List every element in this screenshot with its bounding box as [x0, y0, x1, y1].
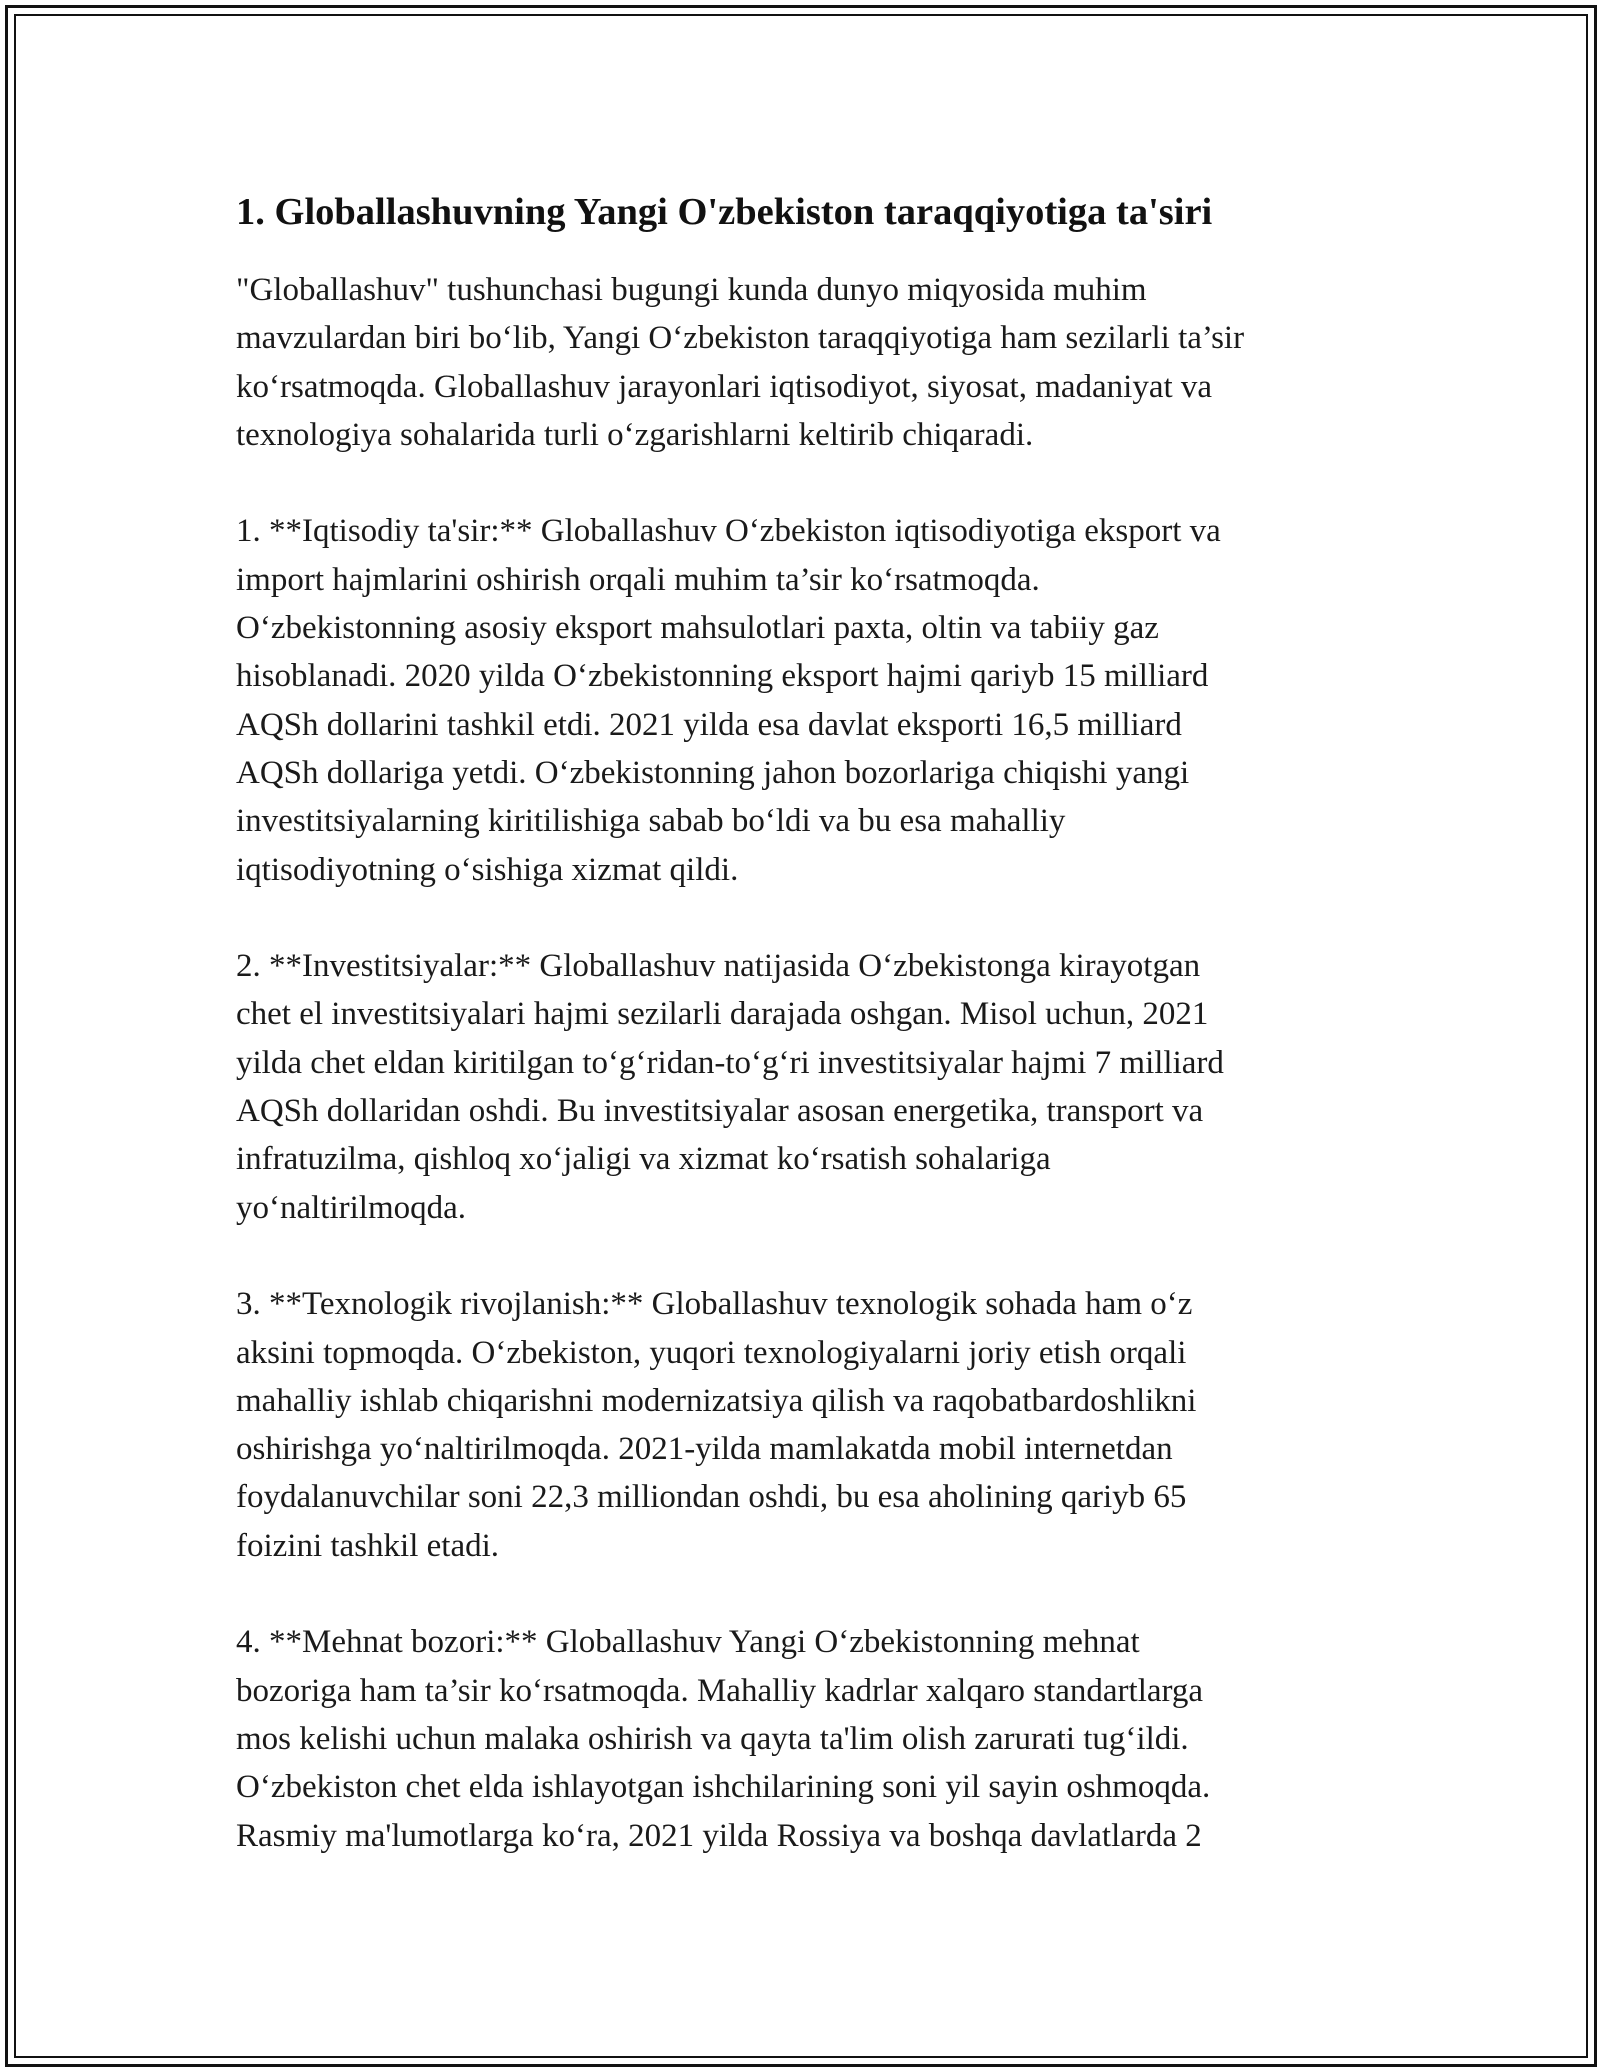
document-body [236, 185, 1376, 1860]
paragraph [236, 942, 1376, 1232]
paragraph-line: aksini topmoqda. O‘zbekiston, yuqori texnologiyalarni joriy etish orqali [236, 1334, 1187, 1371]
paragraph-line: O‘zbekiston chet elda ishlayotgan ishchilarining soni yil sayin oshmoqda. [236, 1769, 1211, 1806]
paragraph-line: infratuzilma, qishloq xo‘jaligi va xizmat ko‘rsatish sohalariga [236, 1141, 1051, 1178]
paragraph [236, 266, 1376, 459]
paragraph-line: 1. **Iqtisodiy ta'sir:** Globallashuv O‘zbekiston iqtisodiyotiga eksport va [236, 513, 1221, 550]
paragraph-line: mahalliy ishlab chiqarishni modernizatsiya qilish va raqobatbardoshlikni [236, 1382, 1197, 1419]
paragraph-spacer [236, 459, 1376, 507]
paragraph-line: import hajmlarini oshirish orqali muhim ta’sir ko‘rsatmoqda. [236, 561, 1040, 598]
paragraph-line: foizini tashkil etadi. [236, 1527, 500, 1564]
paragraph-line: oshirishga yo‘naltirilmoqda. 2021-yilda mamlakatda mobil internetdan [236, 1431, 1173, 1468]
paragraph-line: AQSh dollariga yetdi. O‘zbekistonning jahon bozorlariga chiqishi yangi [236, 754, 1190, 791]
paragraph-line: investitsiyalarning kiritilishiga sabab bo‘ldi va bu esa mahalliy [236, 803, 1066, 840]
paragraph-line: 2. **Investitsiyalar:** Globallashuv natijasida O‘zbekistonga kirayotgan [236, 948, 1201, 985]
paragraph-spacer [236, 894, 1376, 942]
paragraph-spacer [236, 1232, 1376, 1280]
paragraph-line: "Globallashuv" tushunchasi bugungi kunda dunyo miqyosida muhim [236, 272, 1147, 308]
paragraph-line: iqtisodiyotning o‘sishiga xizmat qildi. [236, 851, 739, 888]
paragraph-line: ko‘rsatmoqda. Globallashuv jarayonlari iqtisodiyot, siyosat, madaniyat va [236, 368, 1213, 405]
paragraph-line: hisoblanadi. 2020 yilda O‘zbekistonning eksport hajmi qariyb 15 milliard [236, 658, 1209, 695]
paragraph-line: O‘zbekistonning asosiy eksport mahsulotlari paxta, oltin va tabiiy gaz [236, 610, 1159, 647]
paragraph-line: 3. **Texnologik rivojlanish:** Globallashuv texnologik sohada ham o‘z [236, 1286, 1193, 1323]
paragraph-line: Rasmiy ma'lumotlarga ko‘ra, 2021 yilda Rossiya va boshqa davlatlarda 2 [236, 1817, 1202, 1854]
paragraph-line: mavzulardan biri bo‘lib, Yangi O‘zbekiston taraqqiyotiga ham sezilarli ta’sir [236, 320, 1245, 357]
paragraph [236, 507, 1376, 893]
paragraph-line: 4. **Mehnat bozori:** Globallashuv Yangi O‘zbekistonning mehnat [236, 1624, 1140, 1661]
paragraph-line: mos kelishi uchun malaka oshirish va qayta ta'lim olish zarurati tug‘ildi. [236, 1720, 1189, 1757]
paragraph [236, 1618, 1376, 1859]
paragraph [236, 1280, 1376, 1570]
paragraph-line: foydalanuvchilar soni 22,3 milliondan oshdi, bu esa aholining qariyb 65 [236, 1479, 1187, 1516]
paragraph-line: yo‘naltirilmoqda. [236, 1189, 467, 1226]
paragraph-line: AQSh dollarini tashkil etdi. 2021 yilda esa davlat eksporti 16,5 milliard [236, 706, 1182, 743]
paragraph-line: yilda chet eldan kiritilgan to‘g‘ridan-to‘g‘ri investitsiyalar hajmi 7 milliard [236, 1044, 1224, 1081]
document-heading: 1. Globallashuvning Yangi O'zbekiston taraqqiyotiga ta'siri [236, 191, 1213, 233]
paragraph-line: texnologiya sohalarida turli o‘zgarishlarni keltirib chiqaradi. [236, 416, 1034, 453]
paragraph-list [236, 266, 1376, 1860]
paragraph-line: chet el investitsiyalari hajmi sezilarli darajada oshgan. Misol uchun, 2021 [236, 996, 1209, 1033]
paragraph-line: bozoriga ham ta’sir ko‘rsatmoqda. Mahalliy kadrlar xalqaro standartlarga [236, 1672, 1204, 1709]
paragraph-line: AQSh dollaridan oshdi. Bu investitsiyalar asosan energetika, transport va [236, 1093, 1204, 1130]
paragraph-spacer [236, 1570, 1376, 1618]
